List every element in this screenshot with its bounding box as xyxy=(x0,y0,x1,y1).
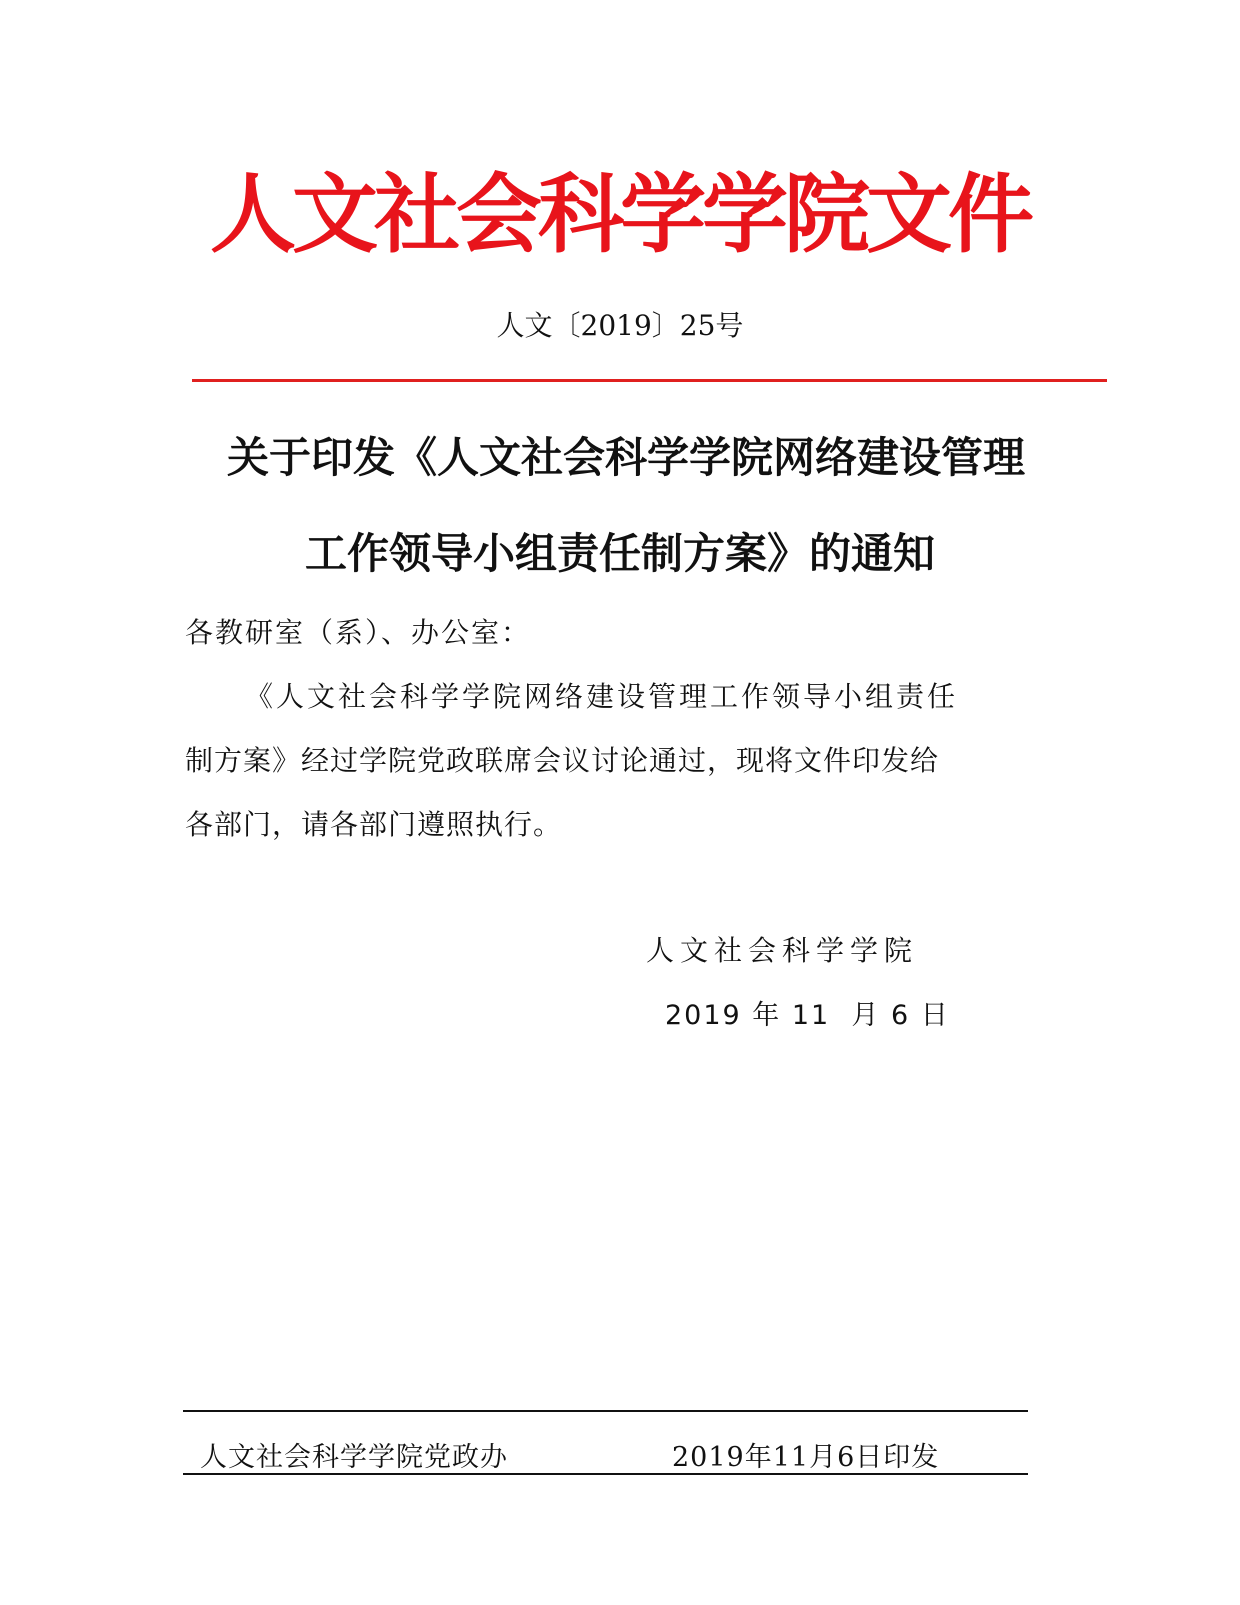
red-separator-rule xyxy=(192,379,1107,382)
salutation: 各教研室（系）、办公室： xyxy=(185,616,532,649)
notice-title-line-2: 工作领导小组责任制方案》的通知 xyxy=(304,529,935,578)
body-text-line-3: 各部门，请各部门遵照执行。 xyxy=(185,808,563,841)
footer-issue-date: 2019年11月6日印发 xyxy=(672,1442,940,1473)
footer-bottom-rule xyxy=(183,1473,1028,1475)
signature-date: 2019 年 11 月 6 日 xyxy=(665,1000,950,1031)
body-text-line-1: 《人文社会科学学院网络建设管理工作领导小组责任 xyxy=(245,680,959,713)
document-header-title: 人文社会科学学院文件 xyxy=(210,164,1030,265)
document-number: 人文〔2019〕25号 xyxy=(496,309,744,342)
footer-issuer: 人文社会科学学院党政办 xyxy=(200,1442,508,1473)
body-text-line-2: 制方案》经过学院党政联席会议讨论通过，现将文件印发给 xyxy=(185,744,940,777)
signature-organization: 人文社会科学学院 xyxy=(646,934,919,967)
footer-top-rule xyxy=(183,1410,1028,1412)
notice-title-line-1: 关于印发《人文社会科学学院网络建设管理 xyxy=(226,433,1025,482)
